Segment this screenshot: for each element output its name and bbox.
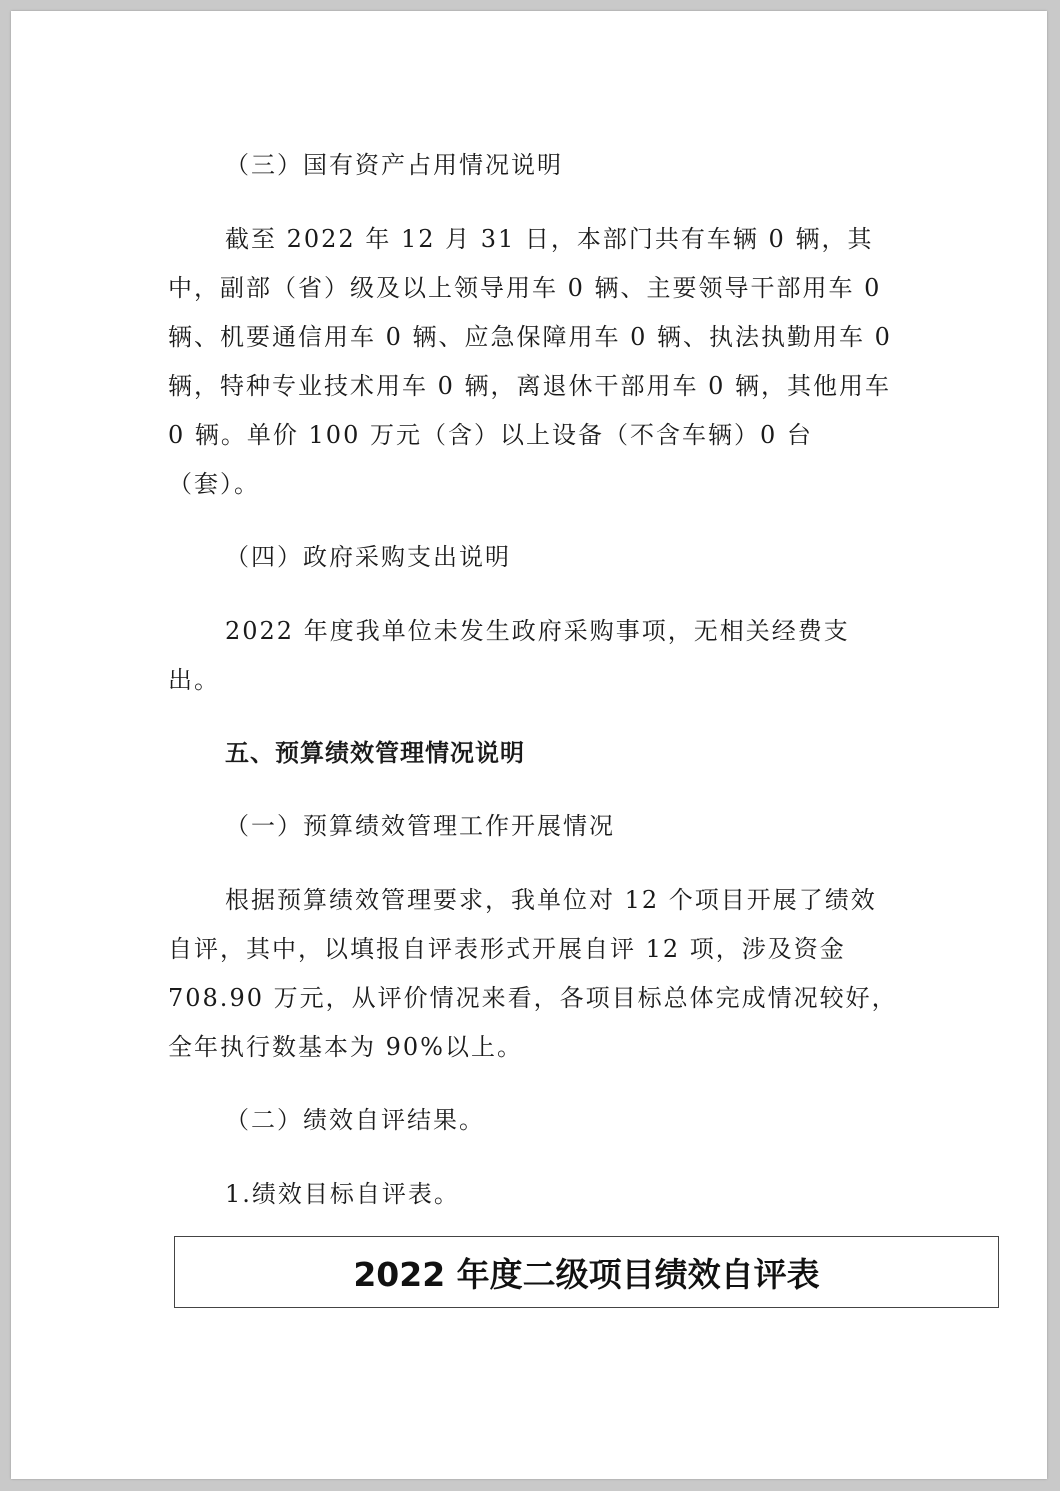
section-heading-performance-work: （一）预算绩效管理工作开展情况	[225, 812, 615, 840]
section-heading-self-evaluation: （二）绩效自评结果。	[225, 1106, 485, 1134]
list-item-self-evaluation-table: 1.绩效目标自评表。	[225, 1180, 460, 1208]
paragraph-performance-work: 根据预算绩效管理要求，我单位对 12 个项目开展了绩效自评，其中，以填报自评表形式开展自评 12 项，涉及资金 708.90 万元，从评价情况来看，各项目标总体完成情况较好，全年执行数基本为 90%以上。	[168, 886, 898, 1061]
paragraph-assets: 截至 2022 年 12 月 31 日，本部门共有车辆 0 辆，其中，副部（省）级及以上领导用车 0 辆、主要领导干部用车 0 辆、机要通信用车 0 辆、应急保障用车 0 辆、执法执勤用车 0 辆，特种专业技术用车 0 辆，离退休干部用车 0 辆，其他用车 0 辆。单价 100 万元（含）以上设备（不含车辆）0 台（套）。	[168, 225, 892, 498]
section-heading-assets: （三）国有资产占用情况说明	[225, 151, 563, 179]
table-title: 2022 年度二级项目绩效自评表	[353, 1254, 820, 1294]
table-title-box	[174, 1236, 999, 1308]
paragraph-procurement: 2022 年度我单位未发生政府采购事项，无相关经费支出。	[168, 617, 850, 694]
part-heading-performance: 五、预算绩效管理情况说明	[225, 739, 525, 767]
section-heading-procurement: （四）政府采购支出说明	[225, 543, 511, 571]
